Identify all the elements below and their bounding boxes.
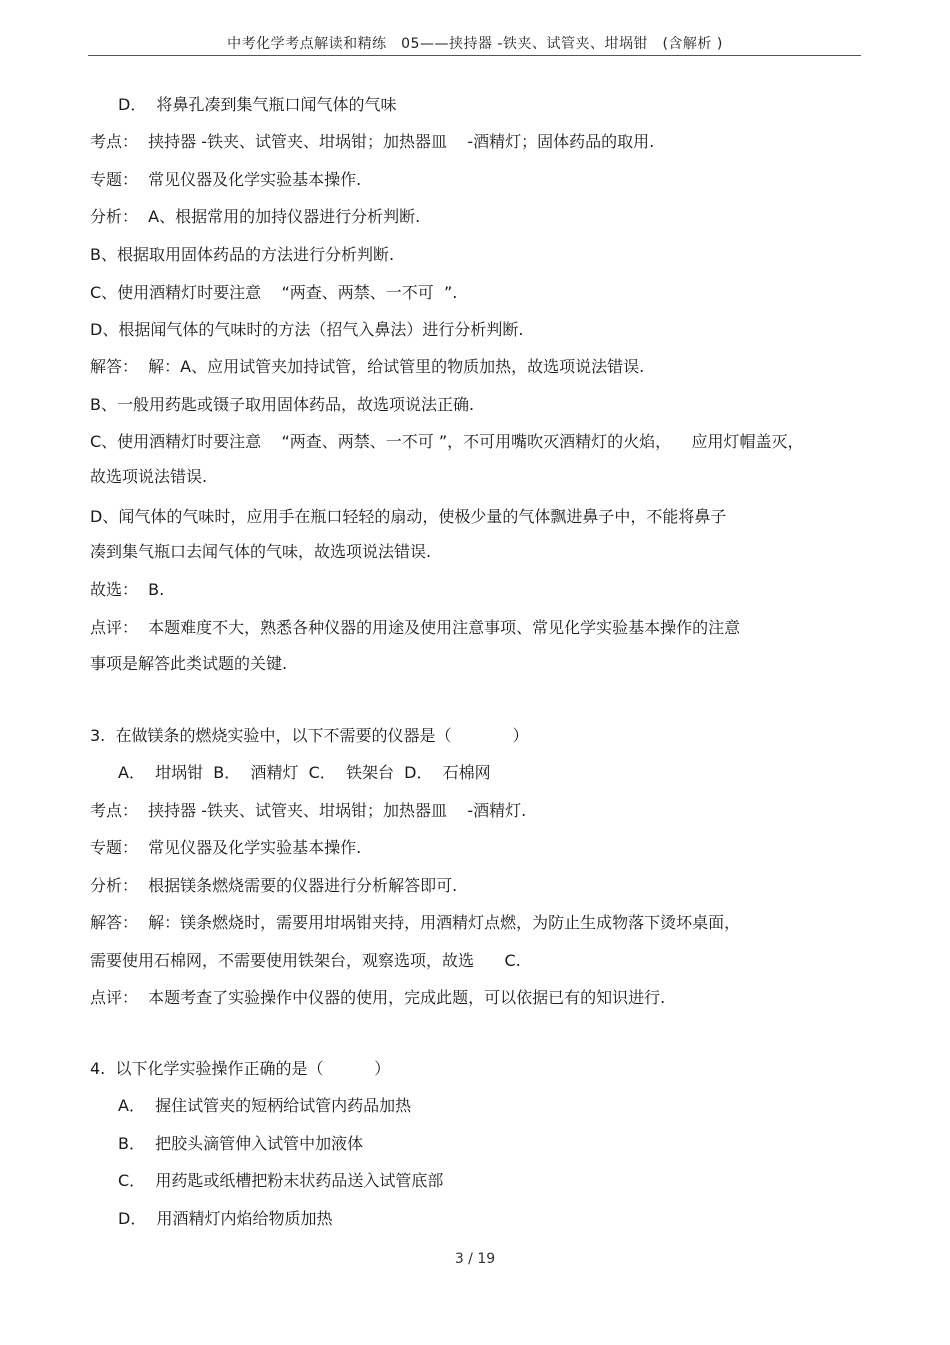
analysis-b-line: B、根据取用固体药品的方法进行分析判断. [90, 245, 395, 264]
analysis-c-line: C、使用酒精灯时要注意 “两查、两禁、一不可 ”. [90, 283, 458, 302]
guxuan-line: 故选： B. [90, 580, 165, 599]
q3-jieda-line: 解答： 解：镁条燃烧时，需要用坩埚钳夹持，用酒精灯点燃，为防止生成物落下烫坏桌面， [90, 913, 741, 932]
question-3: 3. 在做镁条的燃烧实验中，以下不需要的仪器是（ ） [90, 726, 529, 745]
question-3-options: A． 坩埚钳 B． 酒精灯 C． 铁架台 D． 石棉网 [118, 763, 491, 782]
page-header: 中考化学考点解读和精练 05——挟持器 -铁夹、试管夹、坩埚钳 (含解析 ) [227, 36, 723, 52]
question-4: 4. 以下化学实验操作正确的是（ ） [90, 1059, 391, 1078]
answer-c-line: C、使用酒精灯时要注意 “两查、两禁、一不可 ”，不可用嘴吹灭酒精灯的火焰， 应用灯帽盖灭， [90, 432, 804, 451]
zhuanti-line: 专题： 常见仪器及化学实验基本操作. [90, 170, 362, 189]
dianping-cont-line: 事项是解答此类试题的关键. [90, 654, 288, 673]
q3-fenxi-line: 分析： 根据镁条燃烧需要的仪器进行分析解答即可. [90, 876, 458, 895]
fenxi-line: 分析： A、根据常用的加持仪器进行分析判断. [90, 207, 421, 226]
q4-option-a: A． 握住试管夹的短柄给试管内药品加热 [118, 1096, 412, 1115]
answer-d-cont-line: 凑到集气瓶口去闻气体的气味，故选项说法错误. [90, 542, 432, 561]
header-divider [88, 55, 861, 56]
option-d-line: D． 将鼻孔凑到集气瓶口闻气体的气味 [118, 95, 397, 114]
q4-option-c: C． 用药匙或纸槽把粉末状药品送入试管底部 [118, 1171, 444, 1190]
kaodian-line: 考点： 挟持器 -铁夹、试管夹、坩埚钳；加热器皿 -酒精灯；固体药品的取用. [90, 132, 655, 151]
answer-c-cont-line: 故选项说法错误. [90, 467, 208, 486]
q4-option-b: B． 把胶头滴管伸入试管中加液体 [118, 1134, 364, 1153]
q4-option-d: D． 用酒精灯内焰给物质加热 [118, 1209, 333, 1228]
page-number: 3 / 19 [454, 1251, 496, 1267]
q3-dianping-line: 点评： 本题考查了实验操作中仪器的使用，完成此题，可以依据已有的知识进行. [90, 988, 666, 1007]
dianping-line: 点评： 本题难度不大，熟悉各种仪器的用途及使用注意事项、常见化学实验基本操作的注意 [90, 618, 741, 637]
q3-jieda-cont-line: 需要使用石棉网，不需要使用铁架台，观察选项，故选 C. [90, 951, 521, 970]
jieda-line: 解答： 解：A、应用试管夹加持试管，给试管里的物质加热，故选项说法错误. [90, 357, 645, 376]
answer-d-line: D、闻气体的气味时，应用手在瓶口轻轻的扇动，使极少量的气体飘进鼻子中，不能将鼻子 [90, 507, 727, 526]
q3-zhuanti-line: 专题： 常见仪器及化学实验基本操作. [90, 838, 362, 857]
q3-kaodian-line: 考点： 挟持器 -铁夹、试管夹、坩埚钳；加热器皿 -酒精灯. [90, 801, 527, 820]
analysis-d-line: D、根据闻气体的气味时的方法（招气入鼻法）进行分析判断. [90, 320, 524, 339]
answer-b-line: B、一般用药匙或镊子取用固体药品，故选项说法正确. [90, 395, 475, 414]
